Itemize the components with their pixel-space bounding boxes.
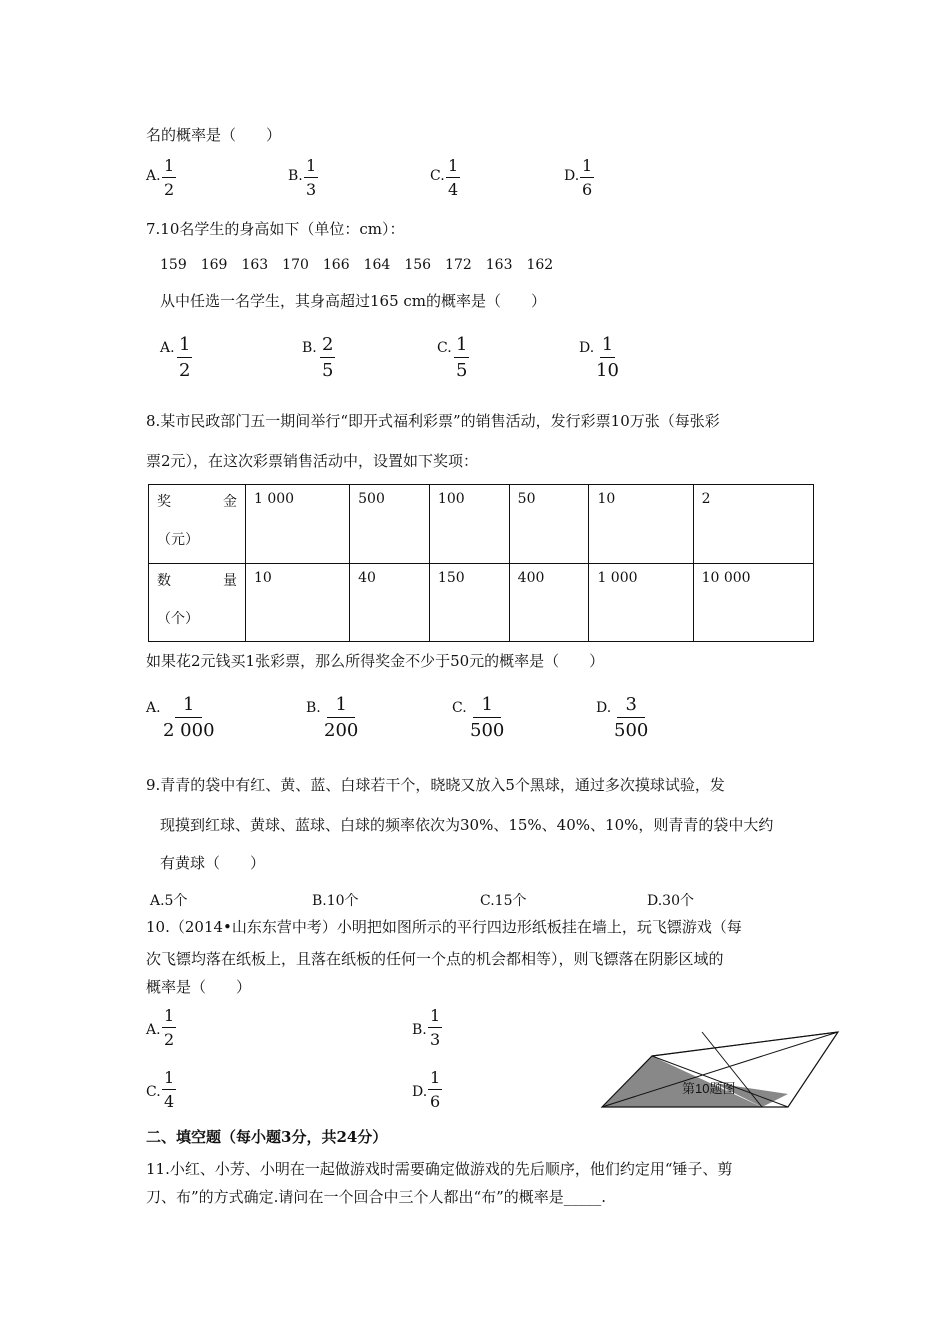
denominator: 3 <box>306 180 317 199</box>
q8-option-a-label: A. <box>146 700 161 716</box>
q7-question: 从中任选一名学生，其身高超过165 cm的概率是（ ） <box>160 292 547 310</box>
q9-line-2: 现摸到红球、黄球、蓝球、白球的频率依次为30%、15%、40%、10%，则青青的袋中大约 <box>160 816 774 834</box>
q10-option-c-fraction <box>162 1070 176 1110</box>
q6-option-a-label: A. <box>146 168 161 184</box>
q6-option-c-label: C. <box>430 168 445 184</box>
q10-option-b-fraction <box>428 1008 442 1048</box>
table-cell: 1 000 <box>589 563 693 642</box>
denominator: 6 <box>430 1092 441 1111</box>
denominator: 2 000 <box>163 720 215 741</box>
q6-option-d-label: D. <box>564 168 580 184</box>
table-cell: 10 <box>246 563 350 642</box>
table-cell: 500 <box>350 485 430 564</box>
q8-option-b-fraction <box>324 696 358 740</box>
numerator: 1 <box>454 336 469 358</box>
denominator: 4 <box>448 180 459 199</box>
q8-option-d-fraction <box>614 696 648 740</box>
q9-line-1: 9.青青的袋中有红、黄、蓝、白球若干个，晓晓又放入5个黑球，通过多次摸球试验，发 <box>146 776 725 794</box>
header-char: 奖 <box>157 494 171 510</box>
table-cell: 150 <box>429 563 509 642</box>
q8-line-2: 票2元），在这次彩票销售活动中，设置如下奖项： <box>146 452 479 470</box>
q6-option-b-fraction <box>304 158 318 198</box>
q10-option-a-label: A. <box>146 1022 161 1038</box>
header-char: 数 <box>157 572 171 589</box>
q7-stem: 7.10名学生的身高如下（单位：cm）： <box>146 220 405 238</box>
table-cell: 10 <box>589 485 693 564</box>
q10-option-d-fraction <box>428 1070 442 1110</box>
numerator: 1 <box>600 336 615 358</box>
denominator: 500 <box>470 720 505 741</box>
q9-line-3: 有黄球（ ） <box>160 854 266 872</box>
q8-option-c-fraction <box>470 696 504 740</box>
header-char: 金 <box>223 494 237 510</box>
q7-option-b-fraction <box>320 336 335 380</box>
numerator: 2 <box>320 336 335 358</box>
figure-caption: 第10题图 <box>682 1081 736 1096</box>
parallelogram-figure <box>600 1028 844 1112</box>
q9-option-d: D.30个 <box>647 893 694 909</box>
q10-option-b-label: B. <box>412 1022 427 1038</box>
header-unit: （元） <box>157 532 199 548</box>
q7-option-a-label: A. <box>160 340 175 356</box>
q6-option-d-fraction <box>580 158 594 198</box>
numerator: 1 <box>304 158 318 178</box>
row-header-quantity <box>149 563 246 642</box>
denominator: 2 <box>179 360 191 381</box>
q6-option-a-fraction <box>162 158 176 198</box>
table-cell: 50 <box>509 485 589 564</box>
header-char: 量 <box>223 572 237 589</box>
q8-option-d-label: D. <box>596 700 612 716</box>
denominator: 5 <box>322 360 334 381</box>
numerator: 1 <box>162 1008 176 1028</box>
q10-option-d-label: D. <box>412 1084 428 1100</box>
q9-option-a: A.5个 <box>150 893 188 909</box>
q10-line-1: 10.（2014•山东东营中考）小明把如图所示的平行四边形纸板挂在墙上，玩飞镖游戏（每 <box>146 918 742 936</box>
numerator: 1 <box>162 1070 176 1090</box>
q7-heights: 159 169 163 170 166 164 156 172 163 162 <box>160 257 554 273</box>
denominator: 5 <box>456 360 468 381</box>
table-cell: 1 000 <box>246 485 350 564</box>
q8-question: 如果花2元钱买1张彩票，那么所得奖金不少于50元的概率是（ ） <box>146 652 605 670</box>
table-cell: 400 <box>509 563 589 642</box>
q10-line-3: 概率是（ ） <box>146 978 252 996</box>
denominator: 500 <box>614 720 649 741</box>
numerator: 1 <box>177 336 192 358</box>
table-row <box>149 563 814 642</box>
denominator: 4 <box>164 1092 175 1111</box>
denominator: 2 <box>164 1030 175 1049</box>
q6-option-c-fraction <box>446 158 460 198</box>
q7-option-d-fraction <box>596 336 619 380</box>
table-cell: 40 <box>350 563 430 642</box>
numerator: 1 <box>175 696 202 718</box>
q7-option-b-label: B. <box>302 340 317 356</box>
q8-option-c-label: C. <box>452 700 467 716</box>
q7-option-c-label: C. <box>437 340 452 356</box>
table-cell: 100 <box>429 485 509 564</box>
row-header-prize <box>149 485 246 564</box>
denominator: 6 <box>582 180 593 199</box>
denominator: 3 <box>430 1030 441 1049</box>
q11-line-2: 刀、布”的方式确定.请问在一个回合中三个人都出“布”的概率是_____. <box>146 1188 607 1206</box>
q10-option-c-label: C. <box>146 1084 161 1100</box>
q8-option-a-fraction <box>163 696 215 740</box>
table-row <box>149 485 814 564</box>
q7-option-a-fraction <box>177 336 192 380</box>
prize-table <box>148 484 814 642</box>
q7-option-c-fraction <box>454 336 469 380</box>
numerator: 1 <box>580 158 594 178</box>
numerator: 1 <box>446 158 460 178</box>
numerator: 1 <box>428 1070 442 1090</box>
denominator: 10 <box>596 360 619 381</box>
q6-option-b-label: B. <box>288 168 303 184</box>
table-cell: 10 000 <box>693 563 813 642</box>
numerator: 1 <box>428 1008 442 1028</box>
denominator: 200 <box>324 720 359 741</box>
q9-option-b: B.10个 <box>312 893 359 909</box>
section-2-title: 二、填空题（每小题3分，共24分） <box>146 1128 388 1146</box>
q8-line-1: 8.某市民政部门五一期间举行“即开式福利彩票”的销售活动，发行彩票10万张（每张彩 <box>146 412 720 430</box>
table-cell: 2 <box>693 485 813 564</box>
numerator: 1 <box>162 158 176 178</box>
q11-line-1: 11.小红、小芳、小明在一起做游戏时需要确定做游戏的先后顺序，他们约定用“锤子、剪 <box>146 1160 733 1178</box>
q10-option-a-fraction <box>162 1008 176 1048</box>
q9-option-c: C.15个 <box>480 893 527 909</box>
q6-stem-end: 名的概率是（ ） <box>146 126 282 144</box>
numerator: 1 <box>327 696 354 718</box>
denominator: 2 <box>164 180 175 199</box>
header-unit: （个） <box>157 610 199 627</box>
numerator: 1 <box>473 696 500 718</box>
q8-option-b-label: B. <box>306 700 321 716</box>
q10-line-2: 次飞镖均落在纸板上，且落在纸板的任何一个点的机会都相等），则飞镖落在阴影区域的 <box>146 950 724 968</box>
q7-option-d-label: D. <box>579 340 595 356</box>
numerator: 3 <box>617 696 644 718</box>
